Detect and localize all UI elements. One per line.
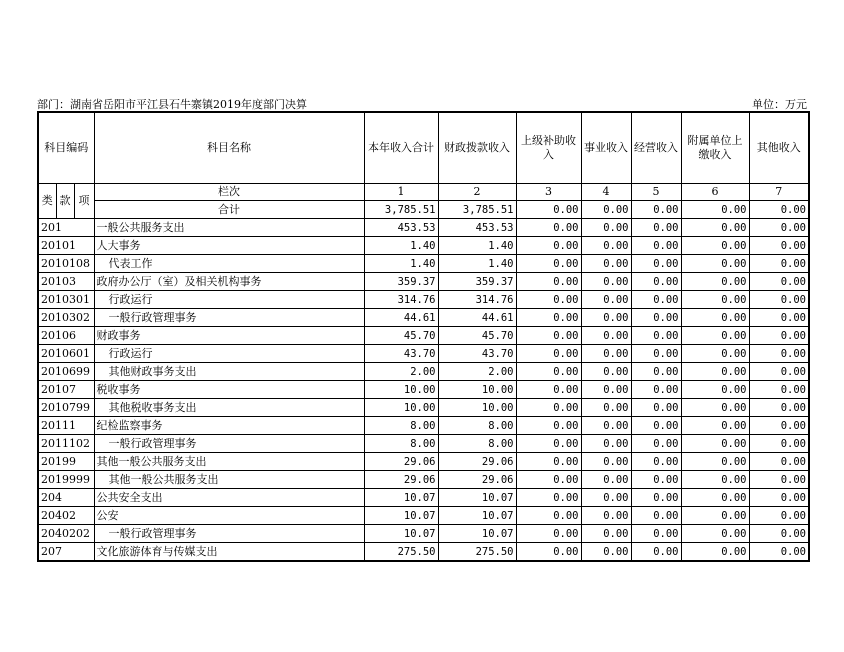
- row-value: 0.00: [681, 507, 749, 525]
- row-value: 0.00: [749, 309, 809, 327]
- row-value: 10.07: [438, 525, 516, 543]
- row-value: 0.00: [631, 273, 681, 291]
- row-value: 0.00: [516, 471, 581, 489]
- row-value: 0.00: [581, 471, 631, 489]
- row-value: 10.07: [438, 489, 516, 507]
- row-value: 0.00: [631, 489, 681, 507]
- table-row: [38, 453, 809, 471]
- row-value: 0.00: [681, 543, 749, 562]
- row-value: 0.00: [516, 327, 581, 345]
- row-name: 其他财政事务支出: [94, 363, 364, 381]
- total-value: 3,785.51: [364, 201, 438, 219]
- row-value: 0.00: [581, 273, 631, 291]
- row-value: 0.00: [749, 507, 809, 525]
- row-value: 0.00: [581, 309, 631, 327]
- row-value: 0.00: [681, 345, 749, 363]
- row-value: 0.00: [749, 327, 809, 345]
- table-row: [38, 219, 809, 237]
- row-value: 314.76: [364, 291, 438, 309]
- row-value: 0.00: [516, 363, 581, 381]
- row-value: 2.00: [364, 363, 438, 381]
- row-value: 0.00: [681, 435, 749, 453]
- row-code: 2019999: [38, 471, 94, 489]
- total-value: 0.00: [631, 201, 681, 219]
- row-value: 1.40: [438, 255, 516, 273]
- row-value: 0.00: [581, 453, 631, 471]
- row-value: 43.70: [438, 345, 516, 363]
- department-title: 部门：湖南省岳阳市平江县石牛寨镇2019年度部门决算: [37, 98, 307, 111]
- row-value: 10.07: [364, 525, 438, 543]
- row-value: 0.00: [631, 453, 681, 471]
- row-name: 其他一般公共服务支出: [94, 471, 364, 489]
- row-value: 0.00: [516, 489, 581, 507]
- row-value: 0.00: [681, 237, 749, 255]
- row-value: 10.07: [364, 489, 438, 507]
- row-name: 其他一般公共服务支出: [94, 453, 364, 471]
- row-value: 0.00: [581, 219, 631, 237]
- row-name: 代表工作: [94, 255, 364, 273]
- row-code: 2010302: [38, 309, 94, 327]
- row-value: 0.00: [681, 309, 749, 327]
- col-index-4: 4: [581, 184, 631, 201]
- table-row: [38, 345, 809, 363]
- col-header-name: 科目名称: [94, 112, 364, 184]
- row-value: 0.00: [581, 543, 631, 562]
- row-value: 45.70: [364, 327, 438, 345]
- row-value: 0.00: [516, 255, 581, 273]
- table-row: [38, 381, 809, 399]
- row-value: 0.00: [681, 291, 749, 309]
- row-value: 45.70: [438, 327, 516, 345]
- row-value: 453.53: [364, 219, 438, 237]
- row-value: 0.00: [749, 255, 809, 273]
- row-value: 0.00: [681, 327, 749, 345]
- row-value: 0.00: [631, 399, 681, 417]
- col-header-subsidy-income: 上级补助收入: [516, 112, 581, 184]
- row-value: 29.06: [438, 471, 516, 489]
- row-value: 0.00: [581, 435, 631, 453]
- table-row: [38, 489, 809, 507]
- row-value: 0.00: [749, 273, 809, 291]
- col-header-code: 科目编码: [38, 112, 94, 184]
- row-value: 0.00: [681, 453, 749, 471]
- row-value: 0.00: [631, 471, 681, 489]
- row-value: 0.00: [631, 543, 681, 562]
- row-code: 2010799: [38, 399, 94, 417]
- row-value: 8.00: [438, 417, 516, 435]
- row-value: 0.00: [681, 381, 749, 399]
- row-value: 29.06: [364, 471, 438, 489]
- row-code: 20101: [38, 237, 94, 255]
- row-name: 公共安全支出: [94, 489, 364, 507]
- row-value: 0.00: [516, 507, 581, 525]
- row-value: 0.00: [581, 489, 631, 507]
- table-row: [38, 273, 809, 291]
- row-value: 10.07: [438, 507, 516, 525]
- table-row: [38, 417, 809, 435]
- col-index-label: 栏次: [94, 184, 364, 201]
- row-value: 44.61: [438, 309, 516, 327]
- income-table: [37, 111, 810, 562]
- row-value: 0.00: [581, 327, 631, 345]
- row-value: 10.07: [364, 507, 438, 525]
- row-value: 44.61: [364, 309, 438, 327]
- row-value: 0.00: [631, 309, 681, 327]
- row-value: 0.00: [581, 255, 631, 273]
- unit-label: 单位：万元: [752, 98, 807, 111]
- row-code: 2010601: [38, 345, 94, 363]
- row-name: 纪检监察事务: [94, 417, 364, 435]
- col-header-kuan: 款: [56, 184, 74, 219]
- row-value: 0.00: [749, 237, 809, 255]
- row-value: 0.00: [749, 471, 809, 489]
- row-value: 29.06: [438, 453, 516, 471]
- row-value: 0.00: [516, 453, 581, 471]
- row-value: 0.00: [516, 273, 581, 291]
- row-value: 0.00: [631, 345, 681, 363]
- row-code: 20199: [38, 453, 94, 471]
- row-value: 0.00: [631, 417, 681, 435]
- row-value: 10.00: [364, 381, 438, 399]
- row-value: 0.00: [581, 381, 631, 399]
- total-value: 3,785.51: [438, 201, 516, 219]
- col-header-total-income: 本年收入合计: [364, 112, 438, 184]
- col-index-1: 1: [364, 184, 438, 201]
- row-code: 2010108: [38, 255, 94, 273]
- row-value: 8.00: [438, 435, 516, 453]
- row-value: 314.76: [438, 291, 516, 309]
- table-row: [38, 435, 809, 453]
- row-value: 0.00: [749, 345, 809, 363]
- row-value: 1.40: [364, 237, 438, 255]
- row-name: 一般行政管理事务: [94, 525, 364, 543]
- row-name: 一般行政管理事务: [94, 309, 364, 327]
- row-name: 其他税收事务支出: [94, 399, 364, 417]
- row-value: 0.00: [681, 471, 749, 489]
- row-value: 0.00: [631, 327, 681, 345]
- row-value: 0.00: [681, 255, 749, 273]
- row-name: 行政运行: [94, 291, 364, 309]
- row-name: 公安: [94, 507, 364, 525]
- row-code: 201: [38, 219, 94, 237]
- row-value: 0.00: [631, 219, 681, 237]
- row-value: 10.00: [364, 399, 438, 417]
- row-value: 0.00: [681, 525, 749, 543]
- row-value: 0.00: [749, 489, 809, 507]
- row-value: 0.00: [581, 507, 631, 525]
- row-value: 0.00: [631, 435, 681, 453]
- table-row: [38, 525, 809, 543]
- row-value: 0.00: [581, 417, 631, 435]
- col-header-affiliated-income: 附属单位上缴收入: [681, 112, 749, 184]
- row-value: 29.06: [364, 453, 438, 471]
- row-value: 8.00: [364, 435, 438, 453]
- row-value: 0.00: [749, 525, 809, 543]
- table-row: [38, 255, 809, 273]
- row-value: 0.00: [631, 507, 681, 525]
- row-value: 275.50: [364, 543, 438, 562]
- table-row: [38, 471, 809, 489]
- row-value: 0.00: [749, 291, 809, 309]
- row-value: 0.00: [749, 399, 809, 417]
- row-value: 0.00: [516, 309, 581, 327]
- row-value: 0.00: [581, 345, 631, 363]
- row-code: 2010301: [38, 291, 94, 309]
- row-value: 0.00: [749, 417, 809, 435]
- col-index-5: 5: [631, 184, 681, 201]
- row-value: 0.00: [749, 363, 809, 381]
- row-name: 行政运行: [94, 345, 364, 363]
- row-value: 0.00: [681, 417, 749, 435]
- row-value: 359.37: [364, 273, 438, 291]
- row-value: 0.00: [631, 363, 681, 381]
- row-value: 0.00: [681, 363, 749, 381]
- row-name: 政府办公厅（室）及相关机构事务: [94, 273, 364, 291]
- row-value: 0.00: [516, 381, 581, 399]
- table-row: [38, 507, 809, 525]
- row-value: 0.00: [681, 273, 749, 291]
- row-value: 0.00: [681, 399, 749, 417]
- row-name: 文化旅游体育与传媒支出: [94, 543, 364, 562]
- row-value: 0.00: [681, 489, 749, 507]
- row-value: 10.00: [438, 399, 516, 417]
- row-value: 0.00: [581, 363, 631, 381]
- col-header-other-income: 其他收入: [749, 112, 809, 184]
- row-code: 20107: [38, 381, 94, 399]
- row-value: 0.00: [631, 525, 681, 543]
- col-index-2: 2: [438, 184, 516, 201]
- row-value: 0.00: [516, 291, 581, 309]
- row-code: 2010699: [38, 363, 94, 381]
- col-header-lei: 类: [38, 184, 56, 219]
- row-name: 人大事务: [94, 237, 364, 255]
- row-value: 0.00: [516, 435, 581, 453]
- col-header-xiang: 项: [74, 184, 94, 219]
- row-code: 2011102: [38, 435, 94, 453]
- row-value: 0.00: [681, 219, 749, 237]
- row-value: 2.00: [438, 363, 516, 381]
- row-name: 税收事务: [94, 381, 364, 399]
- table-body: [38, 219, 809, 562]
- row-value: 0.00: [631, 237, 681, 255]
- row-value: 0.00: [581, 525, 631, 543]
- row-value: 0.00: [581, 291, 631, 309]
- table-row: [38, 291, 809, 309]
- row-value: 0.00: [631, 255, 681, 273]
- total-value: 0.00: [749, 201, 809, 219]
- table-row: [38, 309, 809, 327]
- row-value: 0.00: [516, 345, 581, 363]
- col-index-6: 6: [681, 184, 749, 201]
- col-header-business-income: 事业收入: [581, 112, 631, 184]
- row-code: 20106: [38, 327, 94, 345]
- row-value: 0.00: [516, 399, 581, 417]
- row-value: 0.00: [581, 399, 631, 417]
- row-value: 0.00: [749, 543, 809, 562]
- total-value: 0.00: [581, 201, 631, 219]
- row-code: 20402: [38, 507, 94, 525]
- row-value: 0.00: [631, 291, 681, 309]
- row-value: 1.40: [438, 237, 516, 255]
- row-value: 0.00: [749, 219, 809, 237]
- row-code: 20111: [38, 417, 94, 435]
- row-code: 204: [38, 489, 94, 507]
- row-value: 0.00: [581, 237, 631, 255]
- row-value: 1.40: [364, 255, 438, 273]
- row-code: 207: [38, 543, 94, 562]
- row-value: 0.00: [516, 525, 581, 543]
- total-value: 0.00: [516, 201, 581, 219]
- total-value: 0.00: [681, 201, 749, 219]
- row-code: 2040202: [38, 525, 94, 543]
- row-value: 359.37: [438, 273, 516, 291]
- row-value: 0.00: [631, 381, 681, 399]
- row-value: 0.00: [516, 417, 581, 435]
- row-value: 0.00: [516, 543, 581, 562]
- table-row: [38, 237, 809, 255]
- total-row-label: 合计: [94, 201, 364, 219]
- row-value: 8.00: [364, 417, 438, 435]
- row-value: 0.00: [749, 453, 809, 471]
- col-index-7: 7: [749, 184, 809, 201]
- col-header-operating-income: 经营收入: [631, 112, 681, 184]
- table-row: [38, 327, 809, 345]
- row-value: 275.50: [438, 543, 516, 562]
- col-index-3: 3: [516, 184, 581, 201]
- row-value: 0.00: [516, 219, 581, 237]
- table-row: [38, 543, 809, 562]
- row-value: 43.70: [364, 345, 438, 363]
- table-row: [38, 363, 809, 381]
- row-value: 453.53: [438, 219, 516, 237]
- row-value: 0.00: [749, 435, 809, 453]
- row-name: 一般行政管理事务: [94, 435, 364, 453]
- table-row: [38, 399, 809, 417]
- row-name: 财政事务: [94, 327, 364, 345]
- row-value: 0.00: [749, 381, 809, 399]
- row-value: 10.00: [438, 381, 516, 399]
- row-value: 0.00: [516, 237, 581, 255]
- row-name: 一般公共服务支出: [94, 219, 364, 237]
- row-code: 20103: [38, 273, 94, 291]
- col-header-fiscal-income: 财政拨款收入: [438, 112, 516, 184]
